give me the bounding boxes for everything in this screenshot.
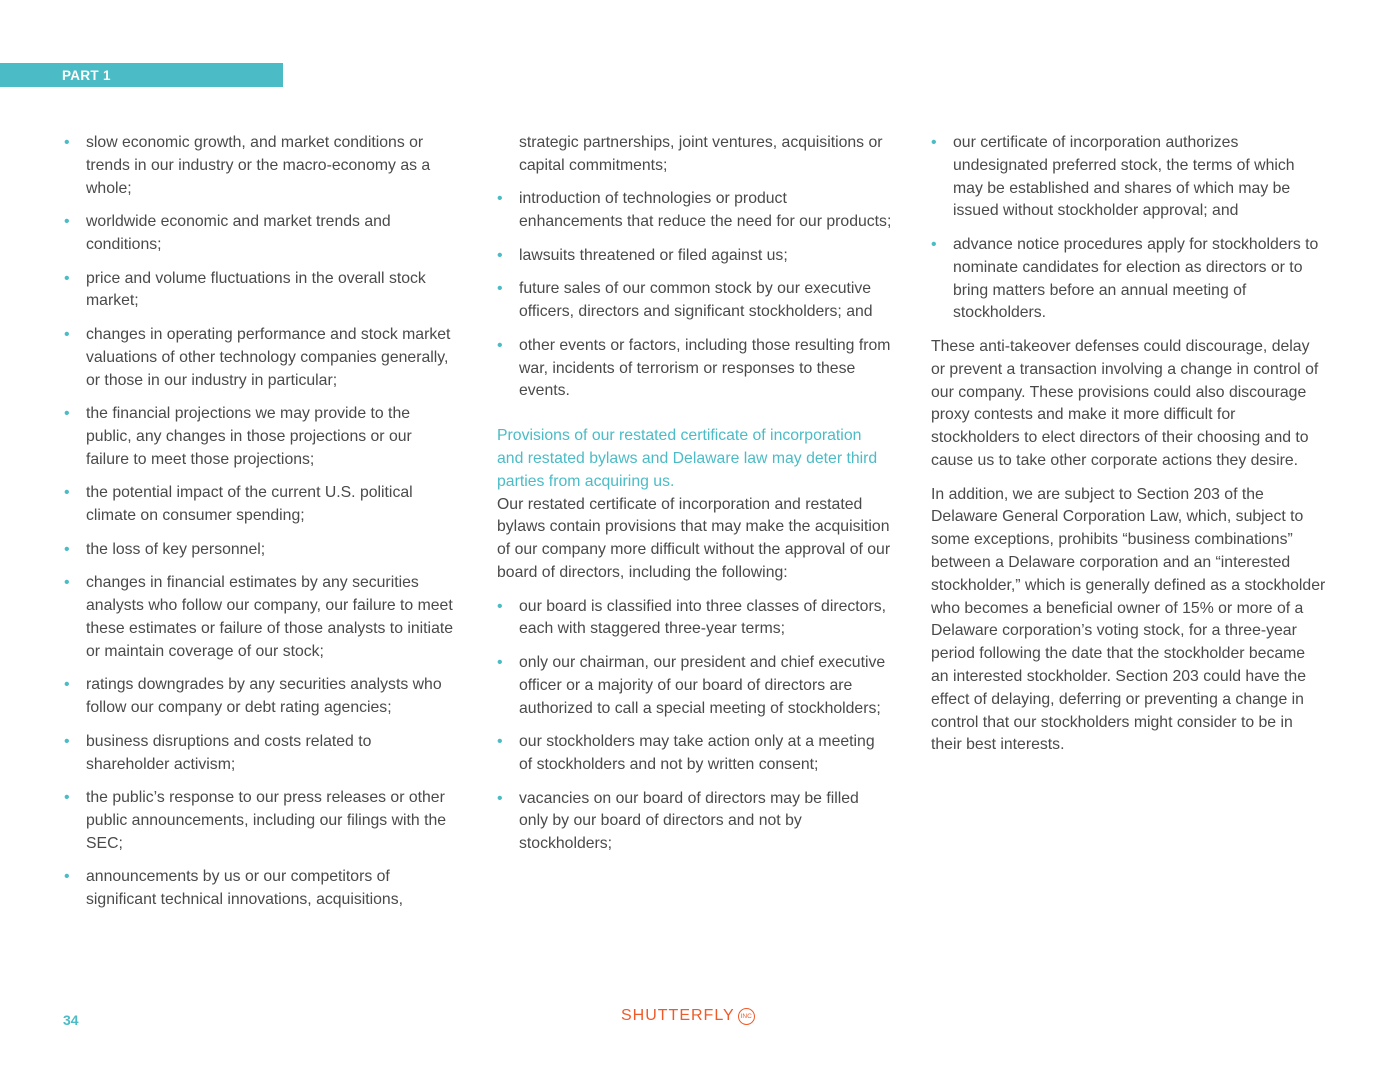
list-item-text: ratings downgrades by any securities analysts who follow our company or debt rating agencies; bbox=[86, 676, 442, 717]
bullet-icon: • bbox=[64, 732, 70, 750]
list-item-text: the public’s response to our press releases or other public announcements, including our filings with the SEC; bbox=[86, 789, 447, 852]
bullet-icon: • bbox=[64, 134, 70, 151]
page-number: 34 bbox=[63, 1012, 79, 1028]
list-item-text: the potential impact of the current U.S. political climate on consumer spending; bbox=[86, 484, 413, 525]
list-item-text: the loss of key personnel; bbox=[86, 540, 266, 558]
bullet-list bbox=[931, 132, 1326, 325]
company-logo bbox=[621, 1007, 755, 1025]
bullet-icon: • bbox=[64, 868, 70, 886]
paragraph: These anti-takeover defenses could discourage, delay or prevent a transaction involving a change in control of our company. These provisions could also discourage proxy contests and make it more difficult for stockholders to elect directors of their choosing and to cause us to take other corporate actions they desire. bbox=[931, 337, 1319, 469]
bullet-icon: • bbox=[497, 246, 503, 264]
list-item bbox=[64, 539, 459, 562]
list-item-text: the financial projections we may provide to the public, any changes in those projections or our failure to meet those projections; bbox=[86, 405, 412, 468]
list-item bbox=[497, 596, 892, 642]
bullet-icon: • bbox=[497, 789, 503, 807]
list-item bbox=[64, 731, 459, 777]
logo-inc-badge: INC bbox=[738, 1008, 755, 1025]
bullet-icon: • bbox=[64, 540, 70, 558]
part-label: PART 1 bbox=[62, 68, 111, 83]
bullet-icon: • bbox=[931, 235, 937, 253]
list-item bbox=[64, 403, 459, 471]
bullet-icon: • bbox=[497, 280, 503, 298]
bullet-icon: • bbox=[64, 213, 70, 231]
column-2 bbox=[497, 132, 892, 867]
column-1 bbox=[64, 132, 459, 923]
list-item bbox=[64, 324, 459, 392]
bullet-icon: • bbox=[64, 405, 70, 423]
part-banner bbox=[0, 63, 283, 87]
list-item-text: our stockholders may take action only at a meeting of stockholders and not by written consent; bbox=[519, 733, 875, 773]
list-item bbox=[64, 674, 459, 720]
list-item bbox=[64, 132, 459, 200]
bullet-icon: • bbox=[64, 269, 70, 287]
list-item-text: our certificate of incorporation authorizes undesignated preferred stock, the terms of which may be established and shares of which may be issued without stockholder approval; and bbox=[953, 134, 1295, 220]
list-item bbox=[931, 132, 1326, 223]
bullet-list bbox=[497, 596, 892, 856]
list-item bbox=[497, 335, 892, 403]
bullet-icon: • bbox=[64, 676, 70, 694]
list-item-text: changes in financial estimates by any securities analysts who follow our company, our failure to meet these estimates or failure of those analysts to initiate or maintain coverage of our stock; bbox=[86, 574, 454, 660]
list-item-text: future sales of our common stock by our executive officers, directors and significant stockholders; and bbox=[519, 280, 873, 321]
bullet-icon: • bbox=[64, 484, 70, 502]
bullet-icon: • bbox=[64, 789, 70, 807]
bullet-list bbox=[64, 132, 459, 912]
list-item bbox=[64, 787, 459, 855]
continuation-text: strategic partnerships, joint ventures, acquisitions or capital commitments; bbox=[519, 134, 883, 174]
bullet-icon: • bbox=[497, 653, 503, 671]
section-heading: Provisions of our restated certificate of incorporation and restated bylaws and Delaware law may deter third parties from acquiring us. bbox=[497, 427, 878, 490]
logo-text: SHUTTERFLY bbox=[621, 1007, 735, 1024]
list-item bbox=[497, 731, 892, 777]
list-item-text: changes in operating performance and stock market valuations of other technology companies generally, or those in our industry in particular; bbox=[86, 325, 451, 389]
list-item-text: vacancies on our board of directors may be filled only by our board of directors and not by stockholders; bbox=[519, 789, 859, 853]
list-item bbox=[64, 572, 459, 663]
bullet-icon: • bbox=[497, 336, 503, 354]
bullet-icon: • bbox=[64, 574, 70, 592]
list-item bbox=[497, 652, 892, 720]
list-item bbox=[64, 211, 459, 257]
list-item bbox=[64, 482, 459, 528]
list-item-text: advance notice procedures apply for stockholders to nominate candidates for election as directors or to bring matters before an annual meeting of stockholders. bbox=[953, 235, 1319, 322]
list-item-text: business disruptions and costs related to shareholder activism; bbox=[86, 732, 372, 773]
list-item bbox=[497, 188, 892, 234]
list-item-text: introduction of technologies or product enhancements that reduce the need for our products; bbox=[519, 190, 892, 231]
list-item bbox=[497, 278, 892, 324]
bullet-list bbox=[497, 188, 892, 403]
list-item-text: our board is classified into three classes of directors, each with staggered three-year terms; bbox=[519, 597, 887, 638]
list-item-text: lawsuits threatened or filed against us; bbox=[519, 246, 788, 264]
list-item-text: slow economic growth, and market conditions or trends in our industry or the macro-economy as a whole; bbox=[86, 134, 431, 197]
bullet-icon: • bbox=[497, 733, 503, 751]
section-intro: Our restated certificate of incorporation and restated bylaws contain provisions that may make the acquisition of our company more difficult without the approval of our board of directors, including the following: bbox=[497, 495, 891, 581]
list-item-text: worldwide economic and market trends and conditions; bbox=[86, 213, 391, 253]
bullet-icon: • bbox=[497, 190, 503, 208]
bullet-icon: • bbox=[931, 134, 937, 151]
bullet-icon: • bbox=[64, 325, 70, 343]
bullet-icon: • bbox=[497, 597, 503, 615]
list-item-text: price and volume fluctuations in the overall stock market; bbox=[86, 269, 426, 310]
list-item bbox=[497, 245, 892, 268]
list-item-text: only our chairman, our president and chief executive officer or a majority of our board of directors are authorized to call a special meeting of stockholders; bbox=[519, 653, 886, 717]
list-item bbox=[64, 268, 459, 314]
list-item-text: announcements by us or our competitors of significant technical innovations, acquisitions, bbox=[86, 868, 403, 909]
list-item bbox=[64, 866, 459, 912]
paragraph: In addition, we are subject to Section 203 of the Delaware General Corporation Law, which, subject to some exceptions, prohibits “business combinations” between a Delaware corporation and an “interested stockholder,” which is generally defined as a stockholder who becomes a beneficial owner of 15% or more of a Delaware corporation’s voting stock, for a three-year period following the date that the stockholder became an interested stockholder. Section 203 could have the effect of delaying, deferring or preventing a change in control that our stockholders might consider to be in their best interests. bbox=[931, 485, 1326, 754]
list-item-text: other events or factors, including those resulting from war, incidents of terrorism or responses to these events. bbox=[519, 336, 891, 400]
list-item bbox=[931, 234, 1326, 325]
column-3 bbox=[931, 132, 1326, 768]
list-item bbox=[497, 788, 892, 856]
